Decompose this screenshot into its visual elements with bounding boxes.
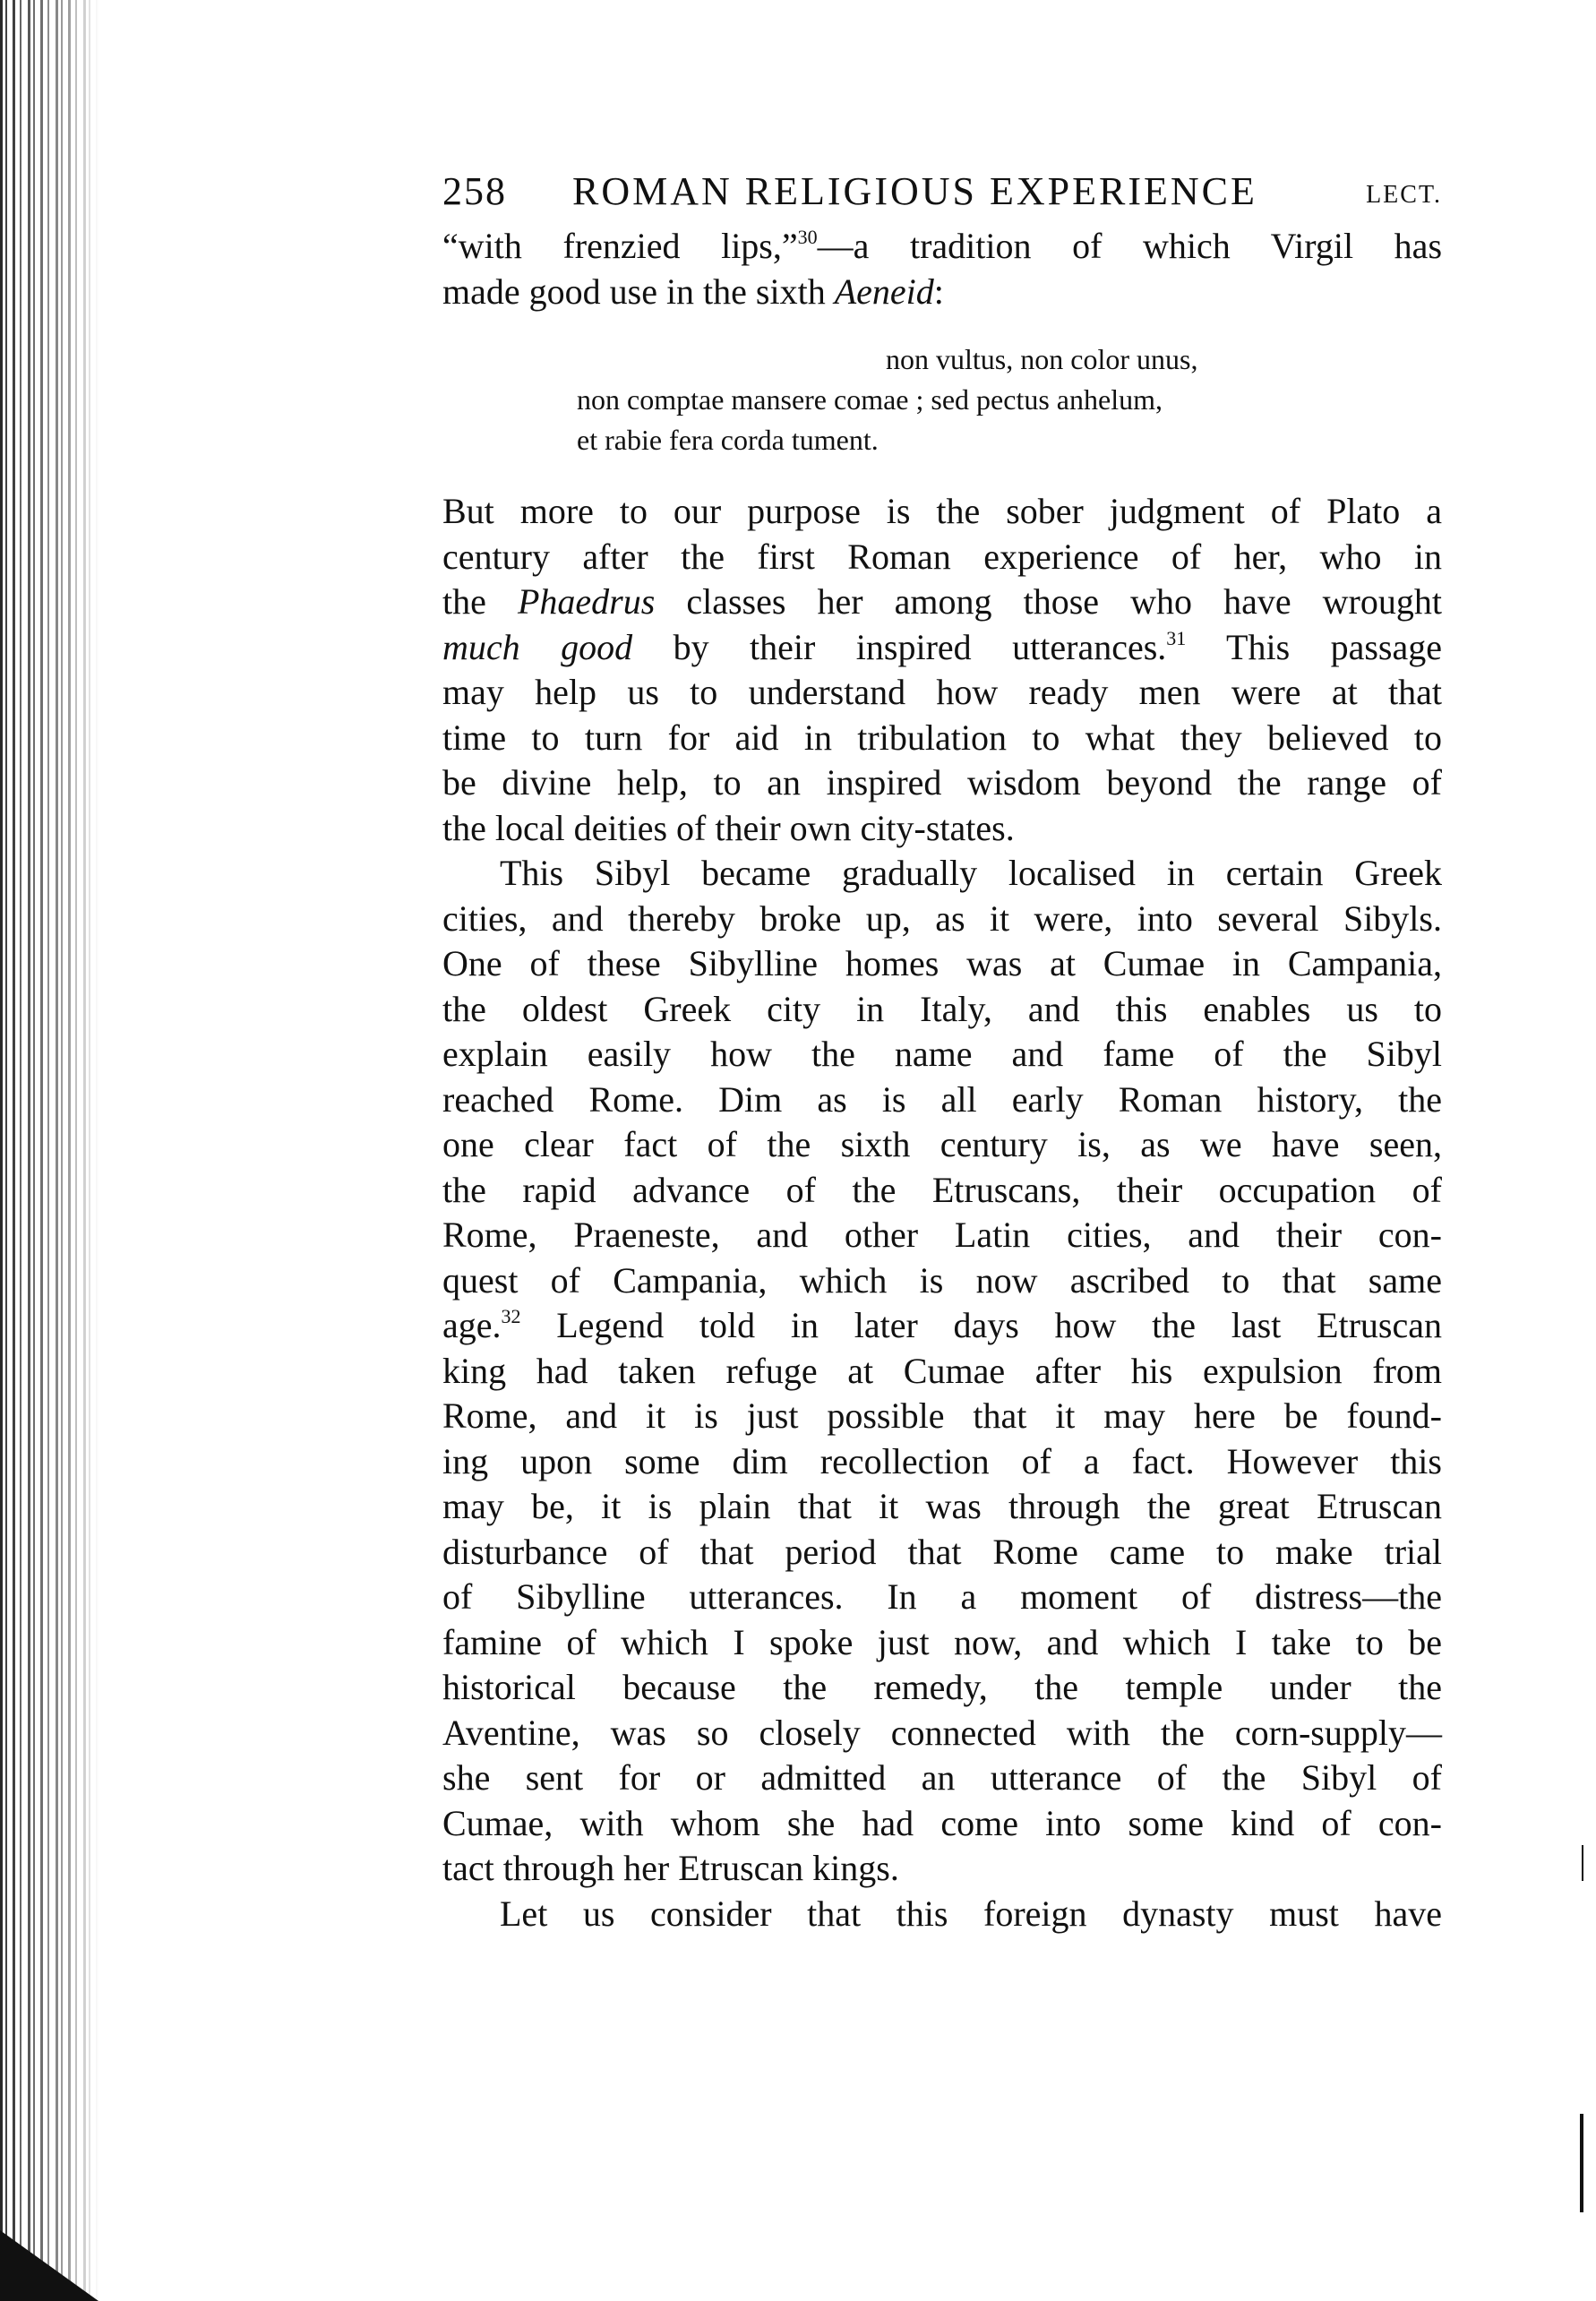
verse-line: non comptae mansere comae ; sed pectus anhelum, bbox=[577, 383, 1163, 416]
text-line: quest of Campania, which is now ascribed to that same bbox=[442, 1259, 1442, 1301]
text-line: Rome, Praeneste, and other Latin cities, and their con- bbox=[442, 1215, 1442, 1255]
text-line: the local deities of their own city-states. bbox=[442, 807, 1015, 848]
text-line: “with frenzied lips,”$^{30}$—a tradition of which Virgil has bbox=[442, 226, 1443, 266]
text-line: may be, it is plain that it was through the great Etruscan bbox=[442, 1486, 1442, 1526]
text-line: tact through her Etruscan kings. bbox=[442, 1848, 899, 1888]
text-line: the rapid advance of the Etruscans, their occupation of bbox=[442, 1169, 1442, 1210]
text-line: may help us to understand how ready men were at that bbox=[442, 672, 1442, 712]
text-line: famine of which I spoke just now, and which I take to be bbox=[442, 1621, 1442, 1662]
text-line: This Sibyl became gradually localised in certain Greek bbox=[500, 853, 1442, 893]
paragraph-plato bbox=[442, 489, 1442, 851]
text-line: of Sibylline utterances. In a moment of distress—the bbox=[442, 1576, 1442, 1617]
text-line: But more to our purpose is the sober judgment of Plato a bbox=[442, 491, 1442, 531]
work-title: Aeneid bbox=[834, 270, 934, 312]
verse-line: et rabie fera corda tument. bbox=[577, 424, 879, 456]
lecture-label: LECT. bbox=[1366, 181, 1442, 209]
work-title: Phaedrus bbox=[517, 581, 656, 622]
text-line: she sent for or admitted an utterance of the Sibyl of bbox=[442, 1757, 1442, 1798]
text-line: time to turn for aid in tribulation to what they believed to bbox=[442, 717, 1442, 758]
paragraph-dynasty bbox=[442, 1892, 1442, 1937]
page-corner-shadow bbox=[0, 2230, 99, 2301]
text-line: century after the first Roman experience of her, who in bbox=[442, 536, 1442, 577]
text-line: One of these Sibylline homes was at Cumae in Campania, bbox=[442, 943, 1442, 983]
text-line: explain easily how the name and fame of the Sibyl bbox=[442, 1034, 1442, 1074]
opening-paragraph bbox=[442, 224, 1442, 314]
text-line: the oldest Greek city in Italy, and this enables us to bbox=[442, 988, 1442, 1029]
footnote-marker: 32 bbox=[501, 1305, 521, 1327]
running-title: ROMAN RELIGIOUS EXPERIENCE bbox=[572, 169, 1257, 213]
running-head bbox=[442, 152, 1442, 224]
page-edge-mark bbox=[1582, 1845, 1583, 1881]
text-line: Aventine, was so closely connected with the corn-supply— bbox=[442, 1712, 1442, 1753]
book-binding-shadow bbox=[0, 0, 99, 2301]
text-line: historical because the remedy, the temple under the bbox=[442, 1667, 1442, 1707]
text-line: age.$^{32}$ Legend told in later days how the last Etruscan bbox=[442, 1305, 1442, 1345]
paragraph-sibyl bbox=[442, 851, 1442, 1892]
text-line: be divine help, to an inspired wisdom beyond the range of bbox=[442, 762, 1442, 803]
footnote-marker: 31 bbox=[1166, 626, 1187, 649]
emphasis: much good bbox=[442, 626, 633, 667]
page-edge-mark bbox=[1580, 2114, 1583, 2212]
verse-quotation bbox=[577, 339, 1338, 460]
text-line: the Phaedrus classes her among those who have wrought bbox=[442, 581, 1442, 622]
text-line: disturbance of that period that Rome came to make trial bbox=[442, 1531, 1442, 1572]
text-line: Rome, and it is just possible that it may here be found- bbox=[442, 1395, 1442, 1436]
text-line: Let us consider that this foreign dynasty must have bbox=[500, 1893, 1442, 1934]
text-line: Cumae, with whom she had come into some kind of con- bbox=[442, 1802, 1442, 1843]
text-line: ing upon some dim recollection of a fact. However this bbox=[442, 1440, 1442, 1481]
page-number: 258 bbox=[442, 169, 507, 213]
text-line: one clear fact of the sixth century is, as we have seen, bbox=[442, 1124, 1442, 1164]
text-line: reached Rome. Dim as is all early Roman history, the bbox=[442, 1078, 1442, 1120]
text-line: made good use in the sixth Aeneid: bbox=[442, 270, 944, 312]
page-content bbox=[442, 152, 1442, 1936]
verse-line: non vultus, non color unus, bbox=[886, 343, 1198, 375]
footnote-marker: 30 bbox=[797, 226, 818, 248]
text-line: cities, and thereby broke up, as it were, into several Sibyls. bbox=[442, 897, 1442, 939]
text-line: much good by their inspired utterances.$^{31}$ This passage bbox=[442, 626, 1442, 667]
text-line: king had taken refuge at Cumae after his expulsion from bbox=[442, 1350, 1442, 1391]
